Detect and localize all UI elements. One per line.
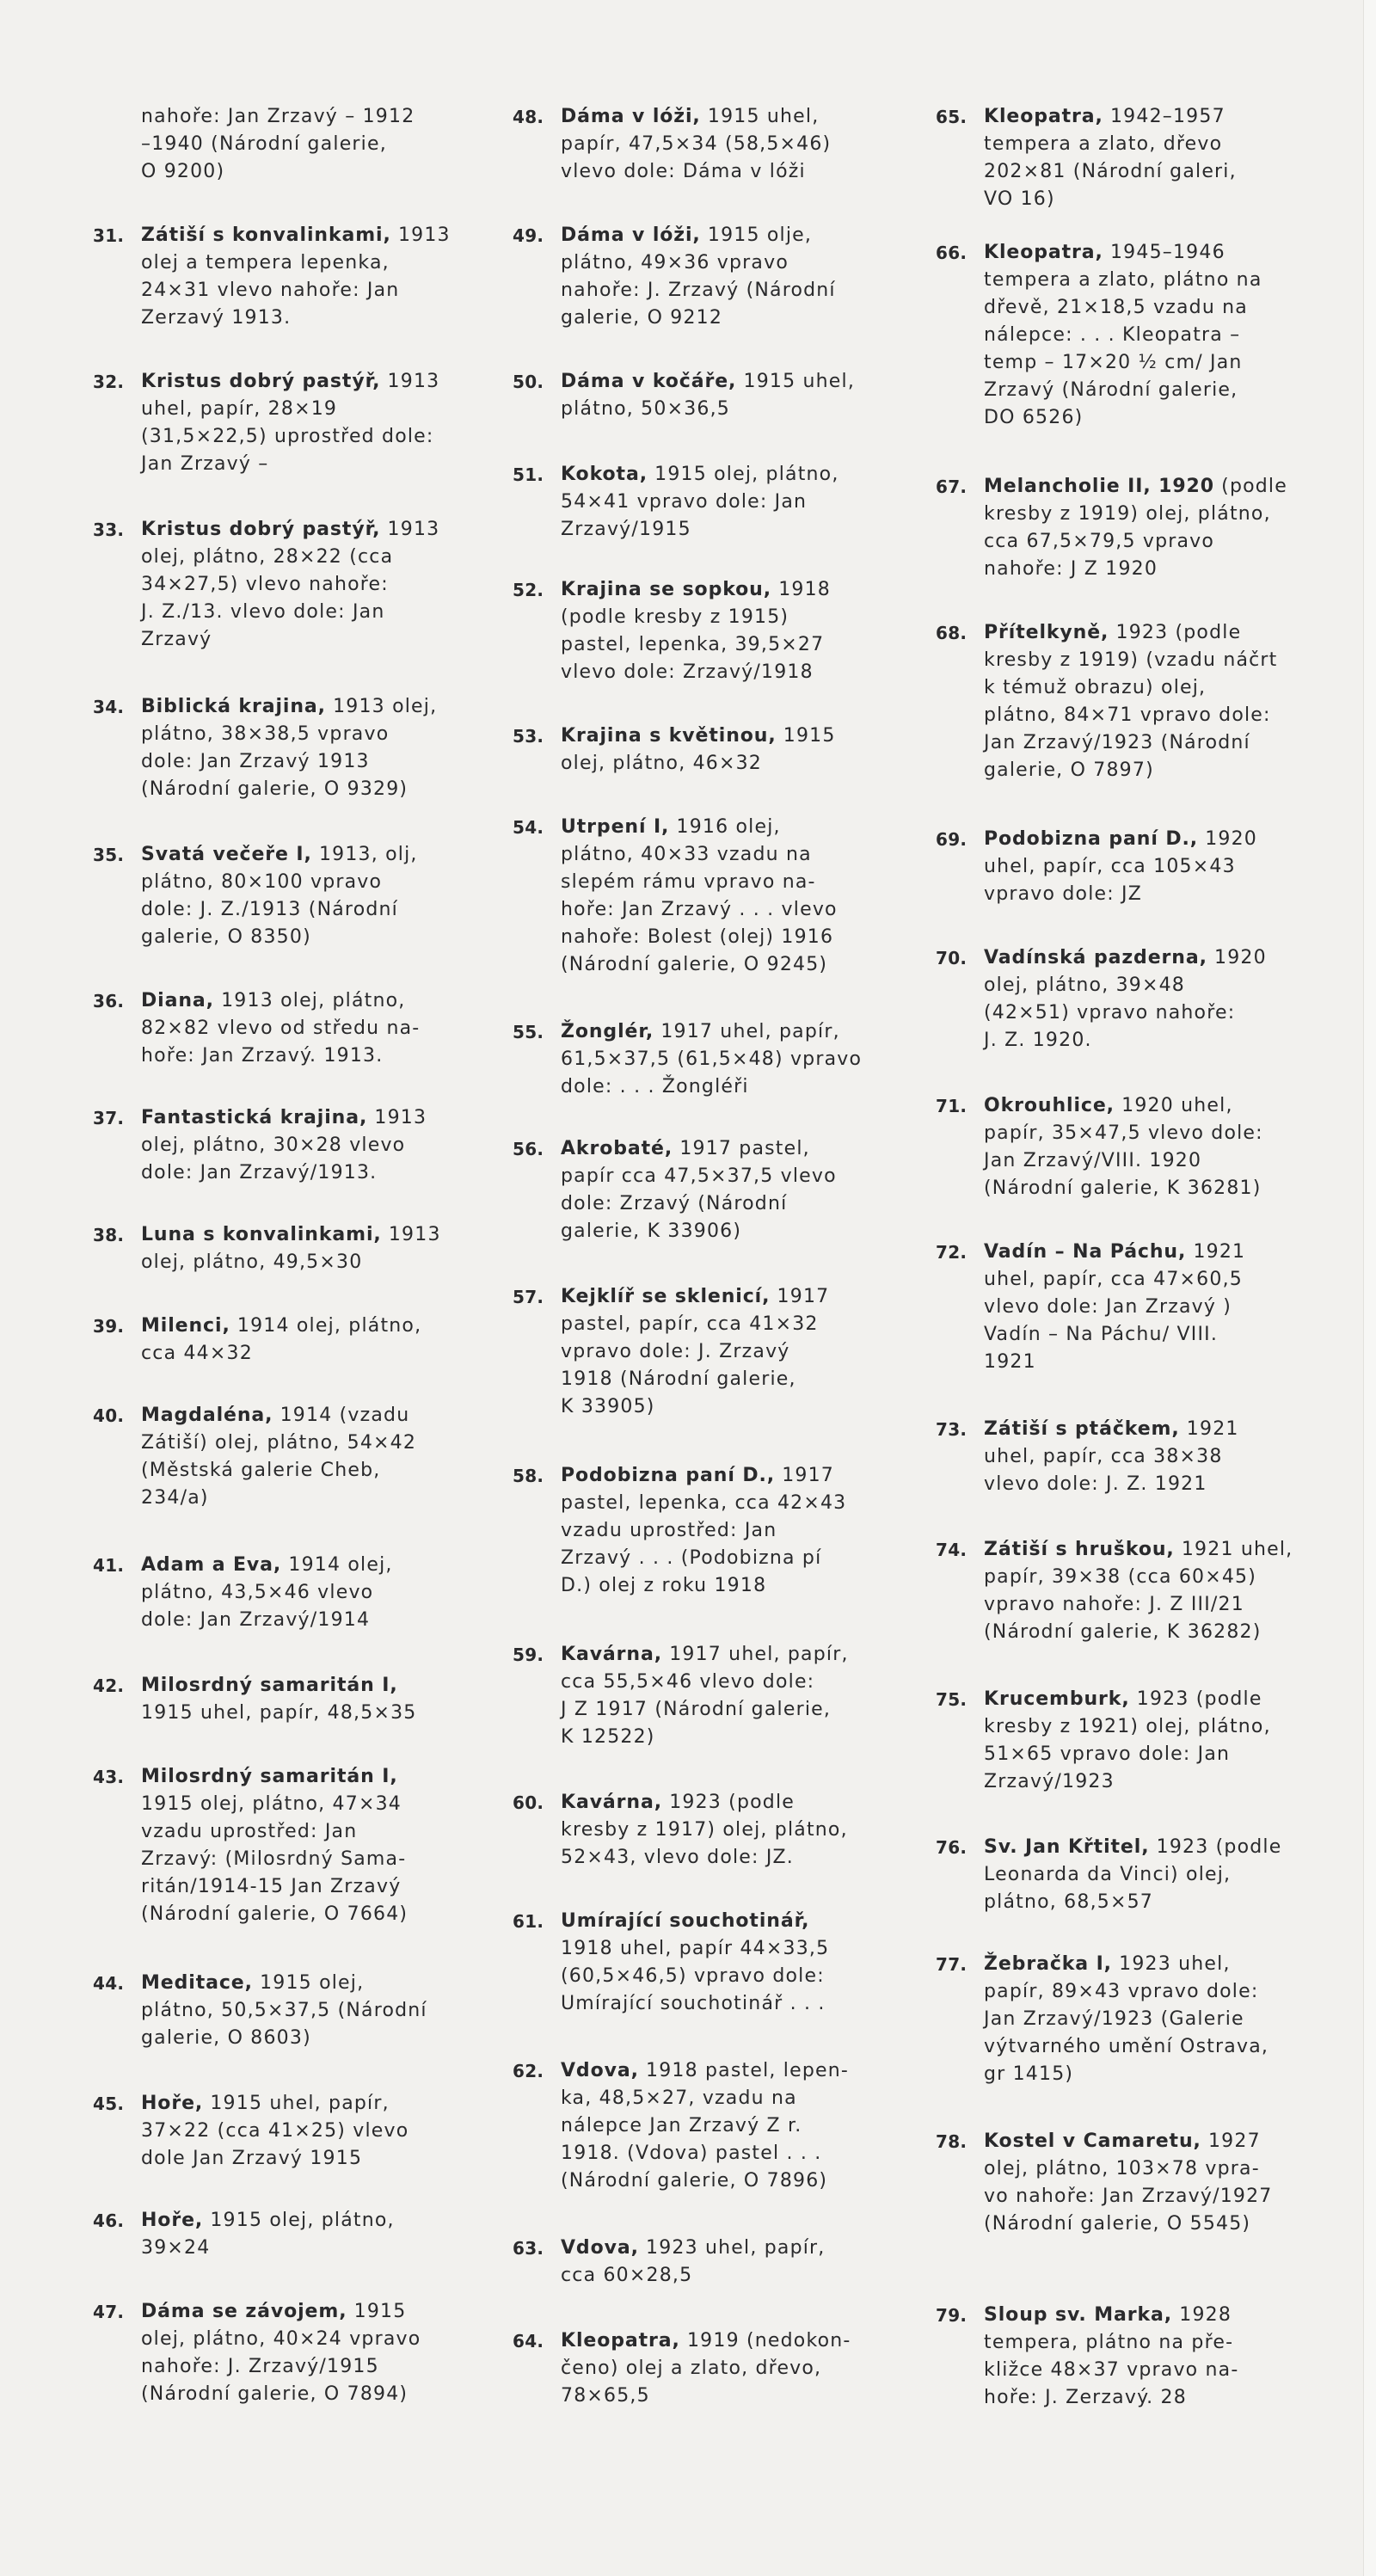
entry-number: 35. [93,845,125,865]
entry-details: 1921 uhel, papír, 39×38 (cca 60×45) vpravo nahoře: J. Z III/21 (Národní galerie, K 36282) [984,1539,1293,1643]
entry-number: 33. [93,520,125,540]
entry-title: Vadínská pazderna, [984,947,1207,968]
entry-text [561,1283,905,1421]
entry-title: Sv. Jan Křtitel, [984,1836,1150,1858]
entry-details: 1913 olej, plátno, 82×82 vlevo od středu na- hoře: Jan Zrzavý. 1913. [141,990,421,1067]
entry-title: Svatá večeře I, [141,844,312,865]
entry-details: 1917 uhel, papír, cca 55,5×46 vlevo dole: J Z 1917 (Národní galerie, K 12522) [561,1644,849,1748]
entry-text [561,1641,905,1751]
entry-number: 74. [936,1540,968,1560]
entry-title: Kavárna, [561,1792,662,1813]
entry-text [561,1908,905,2018]
entry-details: 1920 uhel, papír, 35×47,5 vlevo dole: Jan Zrzavý/VIII. 1920 (Národní galerie, K 36281) [984,1095,1263,1199]
entry-text [984,1092,1328,1202]
entry-number: 78. [936,2131,968,2152]
entry-title: Biblická krajina, [141,696,326,717]
entry-number: 51. [513,464,544,485]
entry-title: Okrouhlice, [984,1095,1115,1116]
entry-title: Kokota, [561,464,648,485]
entry-number: 58. [513,1466,544,1486]
catalogue-column-1 [93,0,471,2576]
entry-text [561,461,905,544]
entry-text [141,1221,485,1276]
entry-details: 1923 (podle Leonarda da Vinci) olej, plátno, 68,5×57 [984,1836,1282,1913]
entry-details: 1923 uhel, papír, cca 60×28,5 [561,2237,826,2286]
entry-number: 54. [513,817,544,838]
entry-text [984,1834,1328,1916]
entry-number: 50. [513,372,544,392]
entry-number: 56. [513,1139,544,1159]
entry-text [984,1686,1328,1796]
entry-text [561,222,905,332]
entry-details: 1914 olej, plátno, cca 44×32 [141,1315,422,1364]
entry-text [984,1239,1328,1376]
entry-text [141,1313,485,1368]
entry-details: 1913 olej a tempera lepenka, 24×31 vlevo nahoře: Jan Zerzavý 1913. [141,224,451,329]
entry-text [984,1536,1328,1646]
entry-text [561,103,905,186]
entry-text [984,2128,1328,2238]
entry-details: 1918 uhel, papír 44×33,5 (60,5×46,5) vpravo dole: Umírající souchotinář . . . [561,1938,830,2014]
entry-details: 1914 olej, plátno, 43,5×46 vlevo dole: Jan Zrzavý/1914 [141,1554,393,1631]
entry-number: 48. [513,107,544,127]
entry-number: 47. [93,2302,125,2322]
entry-title: Milosrdný samaritán I, [141,1675,398,1696]
entry-details: 1913 uhel, papír, 28×19 (31,5×22,5) uprostřed dole: Jan Zrzavý – [141,371,440,475]
entry-number: 72. [936,1242,968,1263]
entry-number: 44. [93,1973,125,1994]
entry-details: 1915 olej, plátno, 39×24 [141,2210,395,2259]
entry-text [984,826,1328,908]
entry-title: Zátiší s hruškou, [984,1539,1175,1560]
entry-number: 71. [936,1096,968,1116]
entry-number: 53. [513,726,544,747]
entry-details: 1913 olej, plátno, 38×38,5 vpravo dole: Jan Zrzavý 1913 (Národní galerie, O 9329) [141,696,438,800]
entry-title: Kleopatra, [561,2330,680,2352]
entry-text [141,368,485,478]
entry-number: 68. [936,623,968,643]
entry-details: 1920 uhel, papír, cca 105×43 vpravo dole: JZ [984,828,1257,905]
entry-number: 57. [513,1287,544,1307]
entry-details: 1918 pastel, lepen- ka, 48,5×27, vzadu na nálepce Jan Zrzavý Z r. 1918. (Vdova) pastel . . . (Národní galerie, O 7896) [561,2060,850,2192]
entry-text [561,1789,905,1872]
entry-text [984,473,1328,583]
entry-details: 1942–1957 tempera a zlato, dřevo 202×81 (Národní galeri, VO 16) [984,106,1237,210]
entry-text [984,944,1328,1054]
entry-title: Luna s konvalinkami, [141,1224,382,1245]
entry-number: 59. [513,1645,544,1665]
entry-number: 70. [936,948,968,968]
entry-title: Magdaléna, [141,1405,273,1426]
entry-details: 1921 uhel, papír, cca 47×60,5 vlevo dole: Jan Zrzavý ) Vadín – Na Páchu/ VIII. 1921 [984,1241,1246,1373]
entry-details: 1914 (vzadu Zátiší) olej, plátno, 54×42 (Městská galerie Cheb, 234/a) [141,1405,417,1509]
entry-details: 1920 olej, plátno, 39×48 (42×51) vpravo nahoře: J. Z. 1920. [984,947,1267,1051]
entry-title: Umírající souchotinář, [561,1910,810,1932]
entry-text [561,2235,905,2290]
entry-title: Krajina se sopkou, [561,579,771,600]
entry-title: Dáma v kočáře, [561,371,737,392]
entry-text [561,1462,905,1600]
entry-text [561,2057,905,2195]
entry-number: 77. [936,1954,968,1975]
entry-title: Sloup sv. Marka, [984,2304,1173,2326]
entry-text [984,1951,1328,2088]
entry-number: 38. [93,1225,125,1245]
entry-number: 32. [93,372,125,392]
entry-details: 1915 olej, plátno, 47×34 vzadu uprostřed: Jan Zrzavý: (Milosrdný Sama- ritán/1914-15 Jan Zrzavý (Národní galerie, O 7664) [141,1793,408,1925]
entry-text [141,1763,485,1928]
entry-details: 1915 uhel, papír, 47,5×34 (58,5×46) vlevo dole: Dáma v lóži [561,106,832,182]
entry-text [141,1104,485,1187]
entry-number: 42. [93,1675,125,1696]
entry-details: 1917 pastel, papír, cca 41×32 vpravo dole: J. Zrzavý 1918 (Národní galerie, K 33905) [561,1286,830,1417]
entry-number: 69. [936,829,968,850]
entry-text [984,239,1328,432]
catalogue-column-2 [513,0,891,2576]
entry-title: Milosrdný samaritán I, [141,1766,398,1787]
entry-details: 1915 olej, plátno, 50,5×37,5 (Národní galerie, O 8603) [141,1972,427,2049]
entry-title: Hoře, [141,2093,204,2114]
entry-number: 60. [513,1792,544,1813]
entry-details: 1945–1946 tempera a zlato, plátno na dřevě, 21×18,5 vzadu na nálepce: . . . Kleopatra – temp – 17×20 ½ cm/ Jan Zrzavý (Národní galerie, DO 6526) [984,242,1262,428]
entry-number: 31. [93,225,125,246]
entry-number: 39. [93,1316,125,1337]
entry-title: Vadín – Na Páchu, [984,1241,1187,1263]
entry-title: Zátiší s konvalinkami, [141,224,391,246]
entry-text [141,693,485,803]
entry-title: Krucemburk, [984,1688,1130,1710]
entry-text [141,1970,485,2052]
entry-details: 1923 (podle kresby z 1917) olej, plátno, 52×43, vlevo dole: JZ. [561,1792,848,1868]
entry-text [141,987,485,1070]
entry-details: 1918 (podle kresby z 1915) pastel, lepenka, 39,5×27 vlevo dole: Zrzavý/1918 [561,579,831,683]
entry-number: 46. [93,2210,125,2231]
entry-text [561,368,905,423]
entry-details: 1915 olej, plátno, 54×41 vpravo dole: Jan Zrzavý/1915 [561,464,839,540]
entry-details: 1915 uhel, papír, 37×22 (cca 41×25) vlevo dole Jan Zrzavý 1915 [141,2093,409,2169]
entry-details: 1917 pastel, lepenka, cca 42×43 vzadu uprostřed: Jan Zrzavý . . . (Podobizna pí D.) olej z roku 1918 [561,1465,847,1596]
entry-details: 1915 olje, plátno, 49×36 vpravo nahoře: J. Zrzavý (Národní galerie, O 9212 [561,224,836,329]
entry-text [984,1416,1328,1498]
entry-title: Krajina s květinou, [561,725,777,747]
entry-details: nahoře: Jan Zrzavý – 1912 –1940 (Národní galerie, O 9200) [141,106,415,182]
entry-title: Kristus dobrý pastýř, [141,371,381,392]
entry-number: 61. [513,1911,544,1932]
entry-title: Meditace, [141,1972,253,1994]
entry-text [141,1552,485,1634]
entry-title: Podobizna paní D., [561,1465,775,1486]
entry-title: Kostel v Camaretu, [984,2130,1201,2152]
catalogue-column-3 [936,0,1314,2576]
entry-text [141,2090,485,2173]
entry-text [561,722,905,778]
entry-number: 73. [936,1419,968,1440]
entry-details: 1915 uhel, papír, 48,5×35 [141,1702,417,1724]
entry-title: Melancholie II, 1920 [984,476,1214,497]
entry-number: 40. [93,1405,125,1426]
entry-details: 1917 pastel, papír cca 47,5×37,5 vlevo dole: Zrzavý (Národní galerie, K 33906) [561,1138,837,1242]
entry-text [141,1402,485,1512]
entry-number: 65. [936,107,968,127]
entry-details: 1913, olj, plátno, 80×100 vpravo dole: J. Z./1913 (Národní galerie, O 8350) [141,844,418,948]
entry-number: 34. [93,697,125,717]
entry-title: Žebračka I, [984,1953,1112,1975]
entry-number: 52. [513,580,544,600]
entry-text [561,1018,905,1101]
entry-number: 41. [93,1555,125,1576]
entry-title: Dáma v lóži, [561,224,701,246]
entry-details: 1913 olej, plátno, 28×22 (cca 34×27,5) vlevo nahoře: J. Z./13. vlevo dole: Jan Zrzavý [141,519,440,650]
entry-text [141,516,485,654]
entry-details: 1928 tempera, plátno na pře- kližce 48×37 vpravo na- hoře: J. Zerzavý. 28 [984,2304,1239,2408]
entry-text [141,222,485,332]
entry-details: 1915 uhel, plátno, 50×36,5 [561,371,856,420]
entry-title: Vdova, [561,2237,639,2259]
entry-title: Diana, [141,990,214,1011]
entry-number: 43. [93,1767,125,1787]
entry-text [561,2327,905,2410]
entry-text [141,2207,485,2262]
entry-title: Zátiší s ptáčkem, [984,1418,1180,1440]
entry-number: 64. [513,2331,544,2352]
entry-title: Adam a Eva, [141,1554,282,1576]
entry-text [561,814,905,979]
entry-title: Milenci, [141,1315,230,1337]
entry-title: Kavárna, [561,1644,662,1665]
entry-number: 62. [513,2061,544,2081]
entry-number: 76. [936,1837,968,1858]
entry-title: Dáma v lóži, [561,106,701,127]
entry-text [561,1135,905,1245]
entry-title: Akrobaté, [561,1138,673,1159]
entry-details: 1923 (podle kresby z 1921) olej, plátno, 51×65 vpravo dole: Jan Zrzavý/1923 [984,1688,1271,1792]
entry-title: Vdova, [561,2060,639,2081]
entry-title: Fantastická krajina, [141,1107,368,1128]
entry-details: 1913 olej, plátno, 30×28 vlevo dole: Jan Zrzavý/1913. [141,1107,427,1183]
entry-details: 1923 uhel, papír, 89×43 vpravo dole: Jan Zrzavý/1923 (Galerie výtvarného umění Ostrava, gr 1415) [984,1953,1269,2085]
entry-details: 1923 (podle kresby z 1919) (vzadu náčrt k témuž obrazu) olej, plátno, 84×71 vpravo dole: Jan Zrzavý/1923 (Národní galerie, O 7897) [984,622,1278,781]
entry-details: 1915 olej, plátno, 40×24 vpravo nahoře: J. Zrzavý/1915 (Národní galerie, O 7894) [141,2301,421,2405]
entry-number: 66. [936,243,968,263]
entry-number: 67. [936,476,968,497]
entry-number: 55. [513,1022,544,1042]
entry-number: 79. [936,2305,968,2326]
entry-details: 1927 olej, plátno, 103×78 vpra- vo nahoře: Jan Zrzavý/1927 (Národní galerie, O 5545) [984,2130,1273,2235]
entry-title: Kleopatra, [984,106,1103,127]
entry-text [141,2298,485,2408]
entry-text [984,103,1328,213]
entry-title: Utrpení I, [561,816,670,838]
entry-text [141,841,485,951]
entry-title: Kejklíř se sklenicí, [561,1286,771,1307]
entry-details: 1915 olej, plátno, 46×32 [561,725,836,774]
entry-details: 1913 olej, plátno, 49,5×30 [141,1224,441,1273]
page-edge [1363,0,1376,2576]
entry-number: 37. [93,1108,125,1128]
entry-title: Podobizna paní D., [984,828,1198,850]
entry-title: Kleopatra, [984,242,1103,263]
entry-details: 1917 uhel, papír, 61,5×37,5 (61,5×48) vpravo dole: . . . Žongléři [561,1021,863,1097]
entry-text [141,1672,485,1727]
entry-title: Dáma se závojem, [141,2301,347,2322]
entry-number: 75. [936,1689,968,1710]
entry-details: 1916 olej, plátno, 40×33 vzadu na slepém rámu vpravo na- hoře: Jan Zrzavý . . . vlevo nahoře: Bolest (olej) 1916 (Národní galerie, O 9245) [561,816,838,975]
entry-text [561,576,905,686]
entry-title: Kristus dobrý pastýř, [141,519,381,540]
entry-title: Přítelkyně, [984,622,1109,643]
entry-details: (podle kresby z 1919) olej, plátno, cca 67,5×79,5 vpravo nahoře: J Z 1920 [984,476,1287,580]
entry-text [984,619,1328,784]
entry-details: 1921 uhel, papír, cca 38×38 vlevo dole: J. Z. 1921 [984,1418,1239,1495]
entry-number: 36. [93,991,125,1011]
entry-title: Hoře, [141,2210,204,2231]
entry-text [984,2302,1328,2412]
entry-number: 49. [513,225,544,246]
entry-details: 1919 (nedokon- čeno) olej a zlato, dřevo, 78×65,5 [561,2330,851,2407]
entry-title: Žonglér, [561,1021,654,1042]
entry-number: 45. [93,2093,125,2114]
entry-number: 63. [513,2238,544,2259]
